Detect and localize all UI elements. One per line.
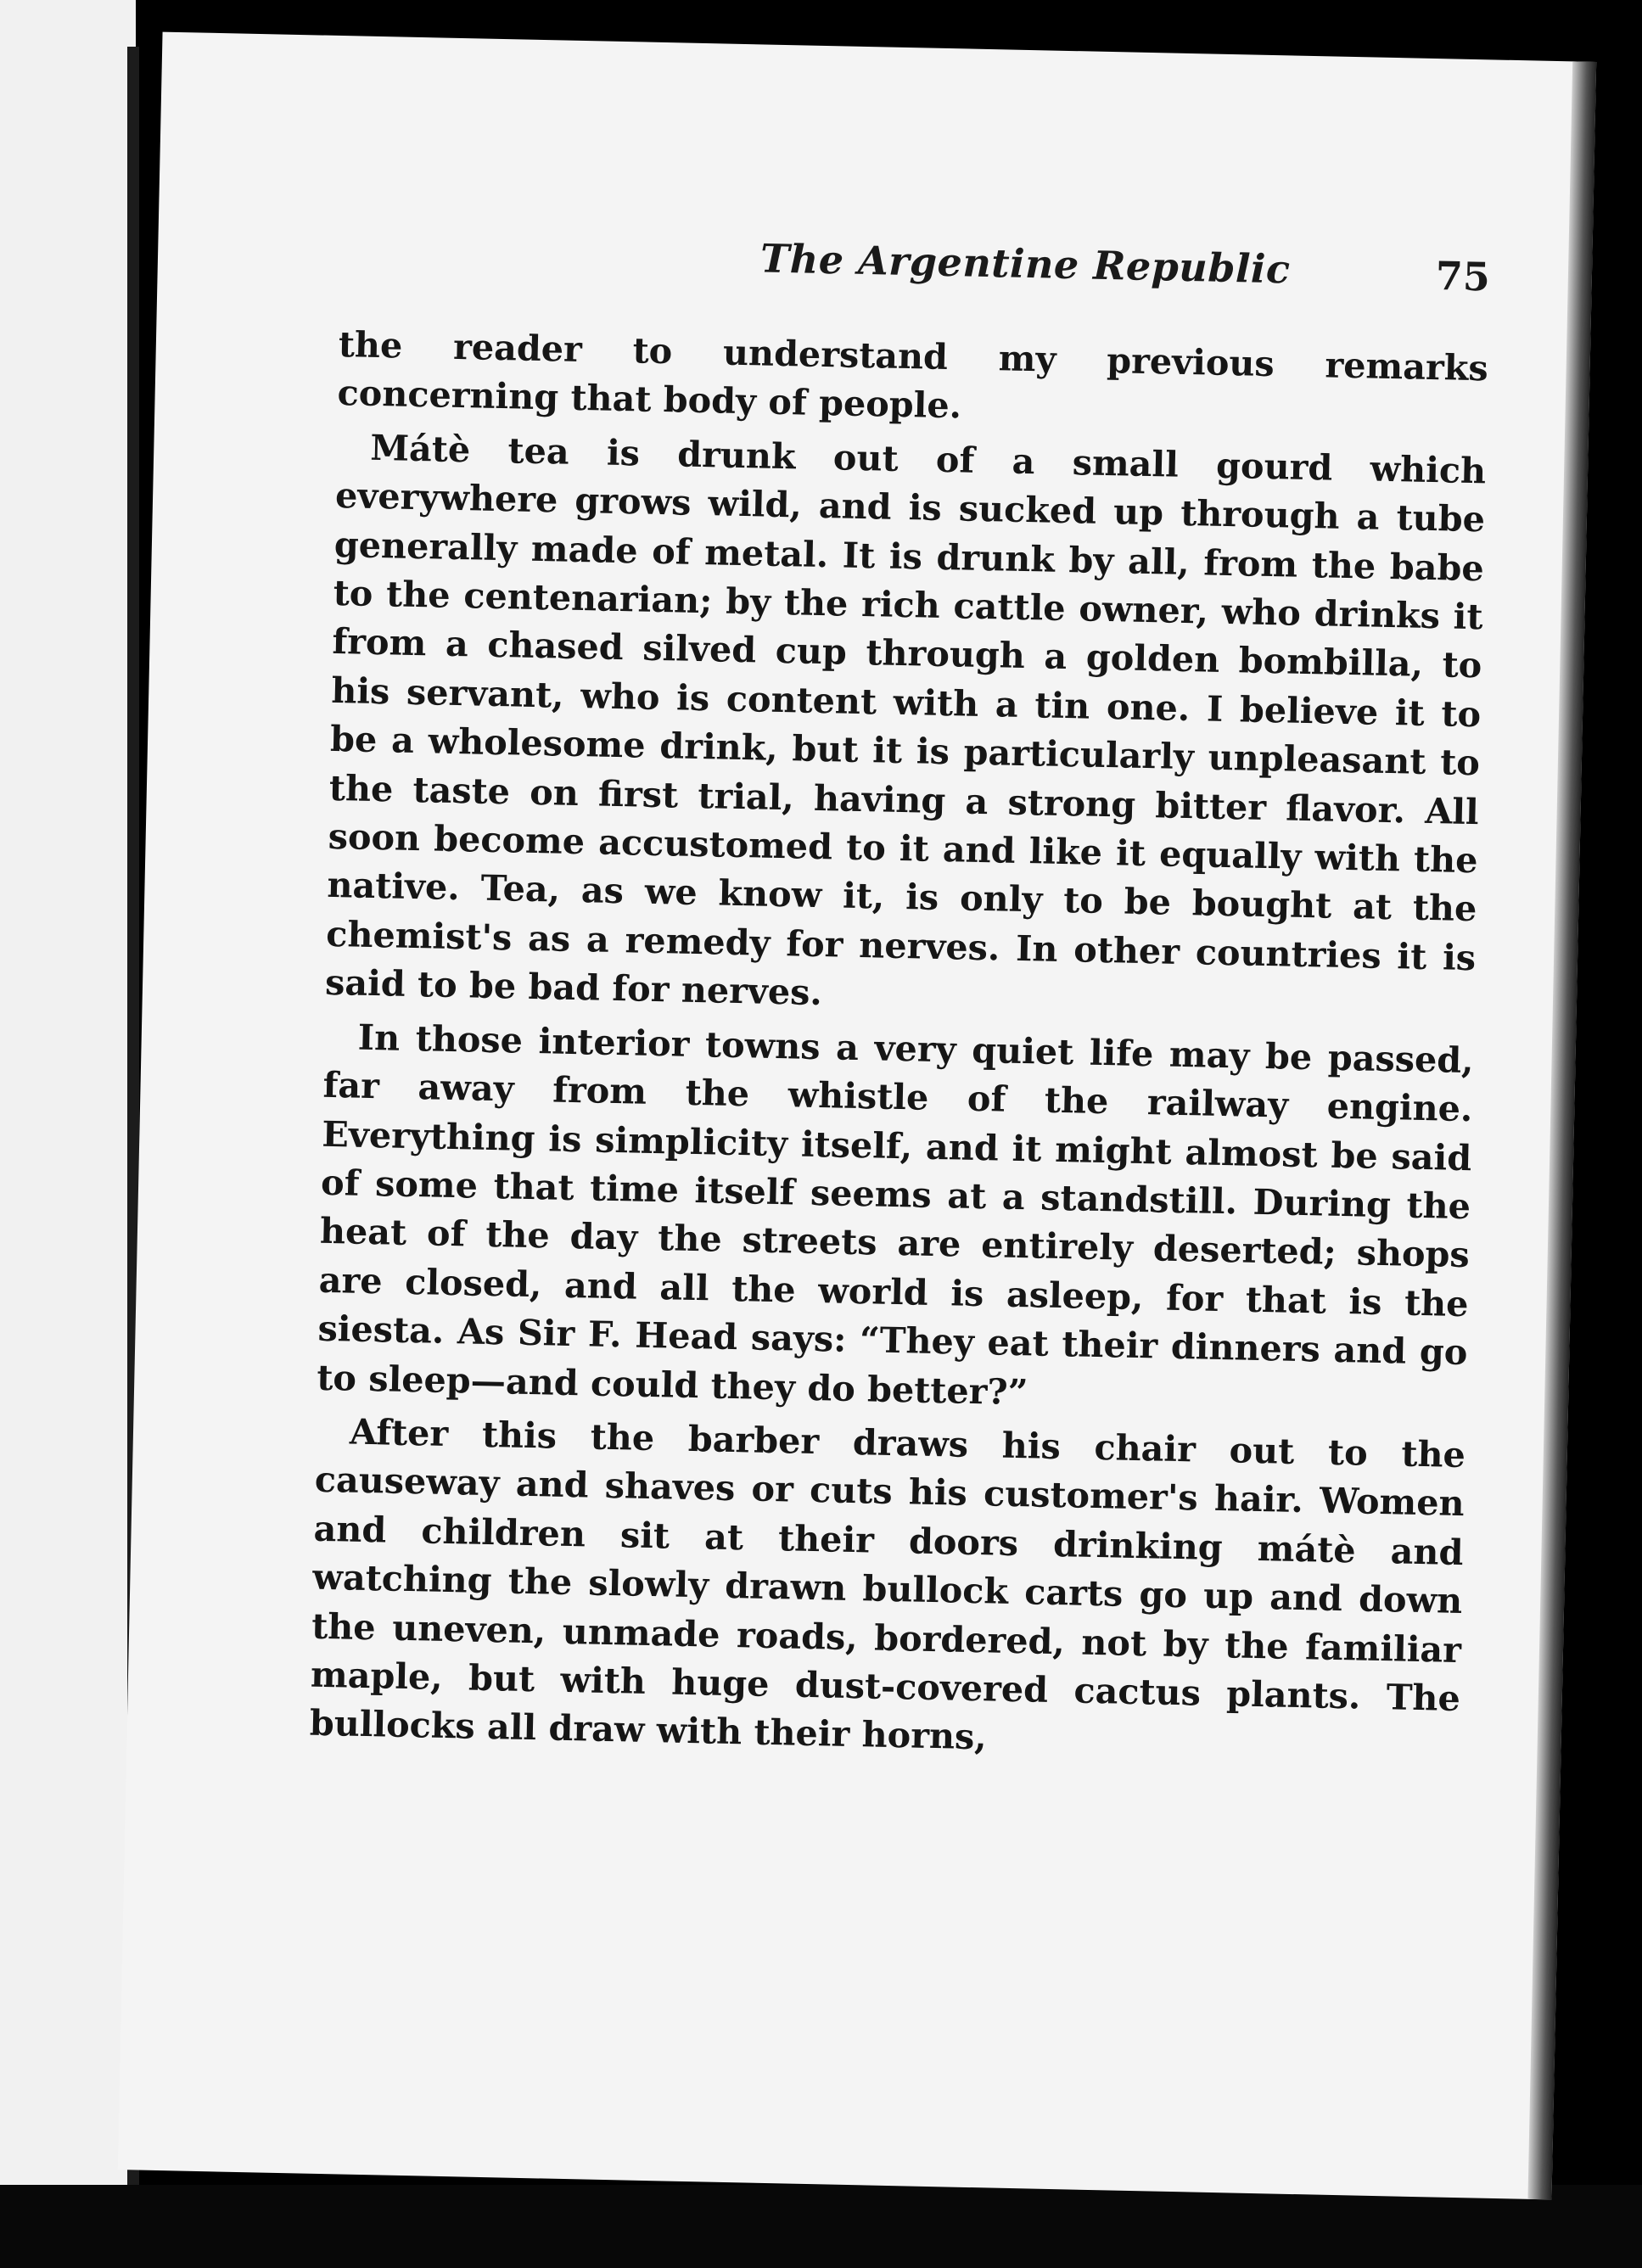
paragraph-continuation: the reader to understand my previous remarks concerning that body of people. — [337, 323, 1489, 427]
page-edge-shadow — [1527, 61, 1596, 2199]
paragraph-barber: After this the barber draws his chair out to the causeway and shaves or cuts his customer's hair. Women and children sit at their doors drinking mátè and watching the slowly drawn bullock carts go up and down the uneven, unmade roads, bordered, not by the familiar maple, but with huge dust-covered cactus plants. The bullocks all draw with their horns, — [309, 1410, 1466, 1758]
paragraph-interior-towns: In those interior towns a very quiet life may be passed, far away from the whistle of the railway engine. Everything is simplicity itself, and it might almost be said of some that time itself seems at a standstill. During the heat of the day the streets are entirely deserted; shops are closed, and all the world is asleep, for that is the siesta. As Sir F. Head says: “They eat their dinners and go to sleep—and could they do better?” — [316, 1016, 1475, 1413]
scan-left-margin — [0, 0, 136, 2268]
paragraph-mate-tea: Mátè tea is drunk out of a small gourd which everywhere grows wild, and is sucked up through a tube generally made of metal. It is drunk by all, from the babe to the centenarian; by the rich cattle owner, who drinks it from a chased silved cup through a golden bombilla, to his servant, who is content with a tin one. I believe it to be a wholesome drink, but it is particularly unpleasant to the taste on first trial, having a strong bitter flavor. All soon become accustomed to it and like it equally with the native. Tea, as we know it, is only to be bought at the chemist's as a remedy for nerves. In other countries it is said to be bad for nerves. — [324, 426, 1487, 1014]
body-text — [309, 320, 1488, 1772]
page-number: 75 — [1435, 253, 1491, 300]
running-title: The Argentine Republic — [759, 235, 1292, 293]
running-head — [327, 227, 1490, 311]
scan-bottom-border — [0, 2185, 1642, 2268]
book-page — [118, 32, 1596, 2200]
